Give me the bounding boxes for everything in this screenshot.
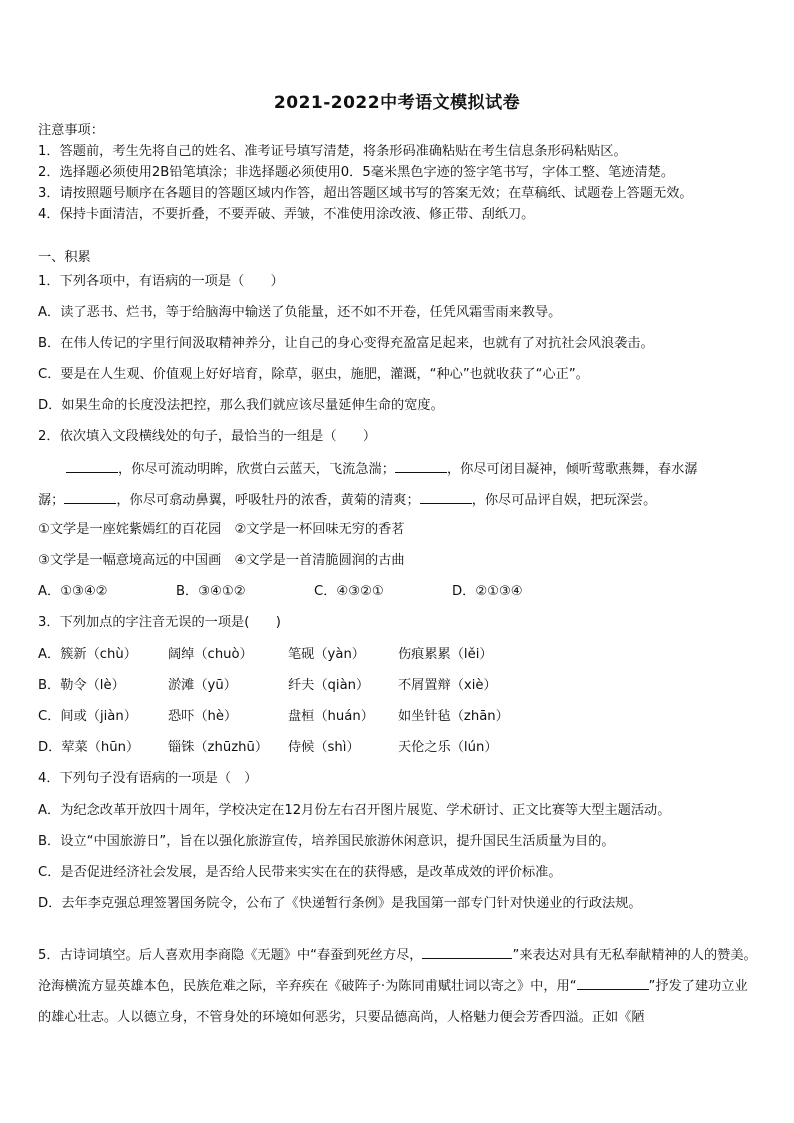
fill-blank <box>395 459 447 473</box>
question-2-item-line: ①文学是一座姹紫嫣红的百花园 ②文学是一杯回味无穷的香茗 <box>38 522 405 537</box>
pinyin-item: 阔绰（chuò） <box>168 647 253 662</box>
notice-item: 4．保持卡面清洁，不要折叠，不要弄破、弄皱，不准使用涂改液、修正带、刮纸刀。 <box>38 207 535 222</box>
question-2-stem: 2．依次填入文段横线处的句子，最恰当的一组是（ ） <box>38 429 377 444</box>
question-3-row <box>38 677 758 695</box>
pinyin-item: 淤滩（yū） <box>168 678 237 693</box>
question-5-paragraph <box>38 940 758 1033</box>
fill-blank <box>420 490 472 504</box>
fill-blank <box>422 945 512 959</box>
question-2-passage-line <box>38 490 758 510</box>
question-2-item-line: ③文学是一幅意境高远的中国画 ④文学是一首清脆圆润的古曲 <box>38 553 405 568</box>
pinyin-item: A．簇新（chù） <box>38 647 137 662</box>
pinyin-item: 笔砚（yàn） <box>288 647 365 662</box>
pinyin-item: 恐吓（hè） <box>168 709 238 724</box>
pinyin-item: C．间或（jiàn） <box>38 709 137 724</box>
fill-blank <box>66 459 118 473</box>
pinyin-item: 天伦之乐（lún） <box>398 740 498 755</box>
question-3-row <box>38 739 758 757</box>
pinyin-item: D．荤菜（hūn） <box>38 740 140 755</box>
notice-item: 3．请按照题号顺序在各题目的答题区域内作答，超出答题区域书写的答案无效；在草稿纸、试题卷上答题无效。 <box>38 186 693 201</box>
passage-text: ，你尽可翕动鼻翼，呼吸牡丹的浓香，黄菊的清爽； <box>116 493 420 508</box>
notice-heading: 注意事项： <box>38 123 104 138</box>
pinyin-item: 侍候（shì） <box>288 740 360 755</box>
page-title: 2021-2022中考语文模拟试卷 <box>273 93 521 113</box>
pinyin-item: B．勒令（lè） <box>38 678 125 693</box>
question-2-options <box>38 583 758 601</box>
notice-item: 2．选择题必须使用2B铅笔填涂；非选择题必须使用0．5毫米黑色字迹的签字笔书写，字体工整、笔迹清楚。 <box>38 165 675 180</box>
question-4-option: C．是否促进经济社会发展，是否给人民带来实实在在的获得感，是改革成效的评价标准。 <box>38 865 562 880</box>
question-4-option: D．去年李克强总理签署国务院令，公布了《快递暂行条例》是我国第一部专门针对快递业的行政法规。 <box>38 896 642 911</box>
notice-item: 1．答题前，考生先将自己的姓名、准考证号填写清楚，将条形码准确粘贴在考生信息条形码粘贴区。 <box>38 144 627 159</box>
pinyin-item: 纤夫（qiàn） <box>288 678 370 693</box>
option-c: C．④③②① <box>314 584 384 599</box>
fill-blank <box>64 490 116 504</box>
option-b: B．③④①② <box>176 584 246 599</box>
question-1-stem: 1．下列各项中，有语病的一项是（ ） <box>38 274 284 289</box>
q5-text: 5．古诗词填空。后人喜欢用李商隐《无题》中“春蚕到死丝方尽， <box>38 948 423 963</box>
option-d: D．②①③④ <box>452 584 523 599</box>
question-3-stem: 3．下列加点的字注音无误的一项是( ) <box>38 615 281 630</box>
question-3-row <box>38 708 758 726</box>
option-a: A．①③④② <box>38 584 108 599</box>
fill-blank <box>577 976 649 990</box>
question-1-option: A．读了恶书、烂书，等于给脑海中输送了负能量，还不如不开卷，任凭风霜雪雨来教导。 <box>38 305 562 320</box>
question-1-option: C．要是在人生观、价值观上好好培育，除草，驱虫，施肥，灌溉，“种心”也就收获了“心正”。 <box>38 367 589 382</box>
pinyin-item: 不屑置辩（xiè） <box>398 678 497 693</box>
passage-text: ，你尽可闭目凝神，倾听莺歌燕舞，春水潺 <box>446 462 698 477</box>
question-3-row <box>38 646 758 664</box>
passage-text: ，你尽可流动明眸，欣赏白云蓝天，飞流急湍； <box>118 462 395 477</box>
question-4-stem: 4．下列句子没有语病的一项是（ ） <box>38 771 258 786</box>
question-4-option: A．为纪念改革开放四十周年，学校决定在12月份左右召开图片展览、学术研讨、正文比赛等大型主题活动。 <box>38 803 671 818</box>
q5-text: ”来表达对具有无私奉献精神的人的赞美。沧海横流方显英雄本色，民族危难之际，辛弃疾在《破阵子·为陈同甫赋壮词以寄之》中，用“ <box>38 948 757 994</box>
question-1-option: B．在伟人传记的字里行间汲取精神养分，让自己的身心变得充盈富足起来，也就有了对抗社会风浪袭击。 <box>38 336 654 351</box>
question-1-option: D．如果生命的长度没法把控，那么我们就应该尽量延伸生命的宽度。 <box>38 398 444 413</box>
pinyin-item: 锱铢（zhūzhū） <box>168 740 269 755</box>
question-4-option: B．设立“中国旅游日”，旨在以强化旅游宣传，培养国民旅游休闲意识，提升国民生活质量为目的。 <box>38 834 615 849</box>
pinyin-item: 如坐针毡（zhān） <box>398 709 509 724</box>
pinyin-item: 伤痕累累（lěi） <box>398 647 493 662</box>
q5-text: ”抒发了建功立业的雄心壮志。人以德立身，不管身处的环境如何恶劣，只要品德高尚，人格魅力便会芳香四溢。正如《陋 <box>38 979 748 1025</box>
passage-text: 潺； <box>38 493 65 508</box>
question-2-passage-line <box>38 459 758 479</box>
passage-text: ，你尽可品评自娱，把玩深尝。 <box>471 493 657 508</box>
section-heading: 一、积累 <box>38 250 91 265</box>
pinyin-item: 盘桓（huán） <box>288 709 374 724</box>
